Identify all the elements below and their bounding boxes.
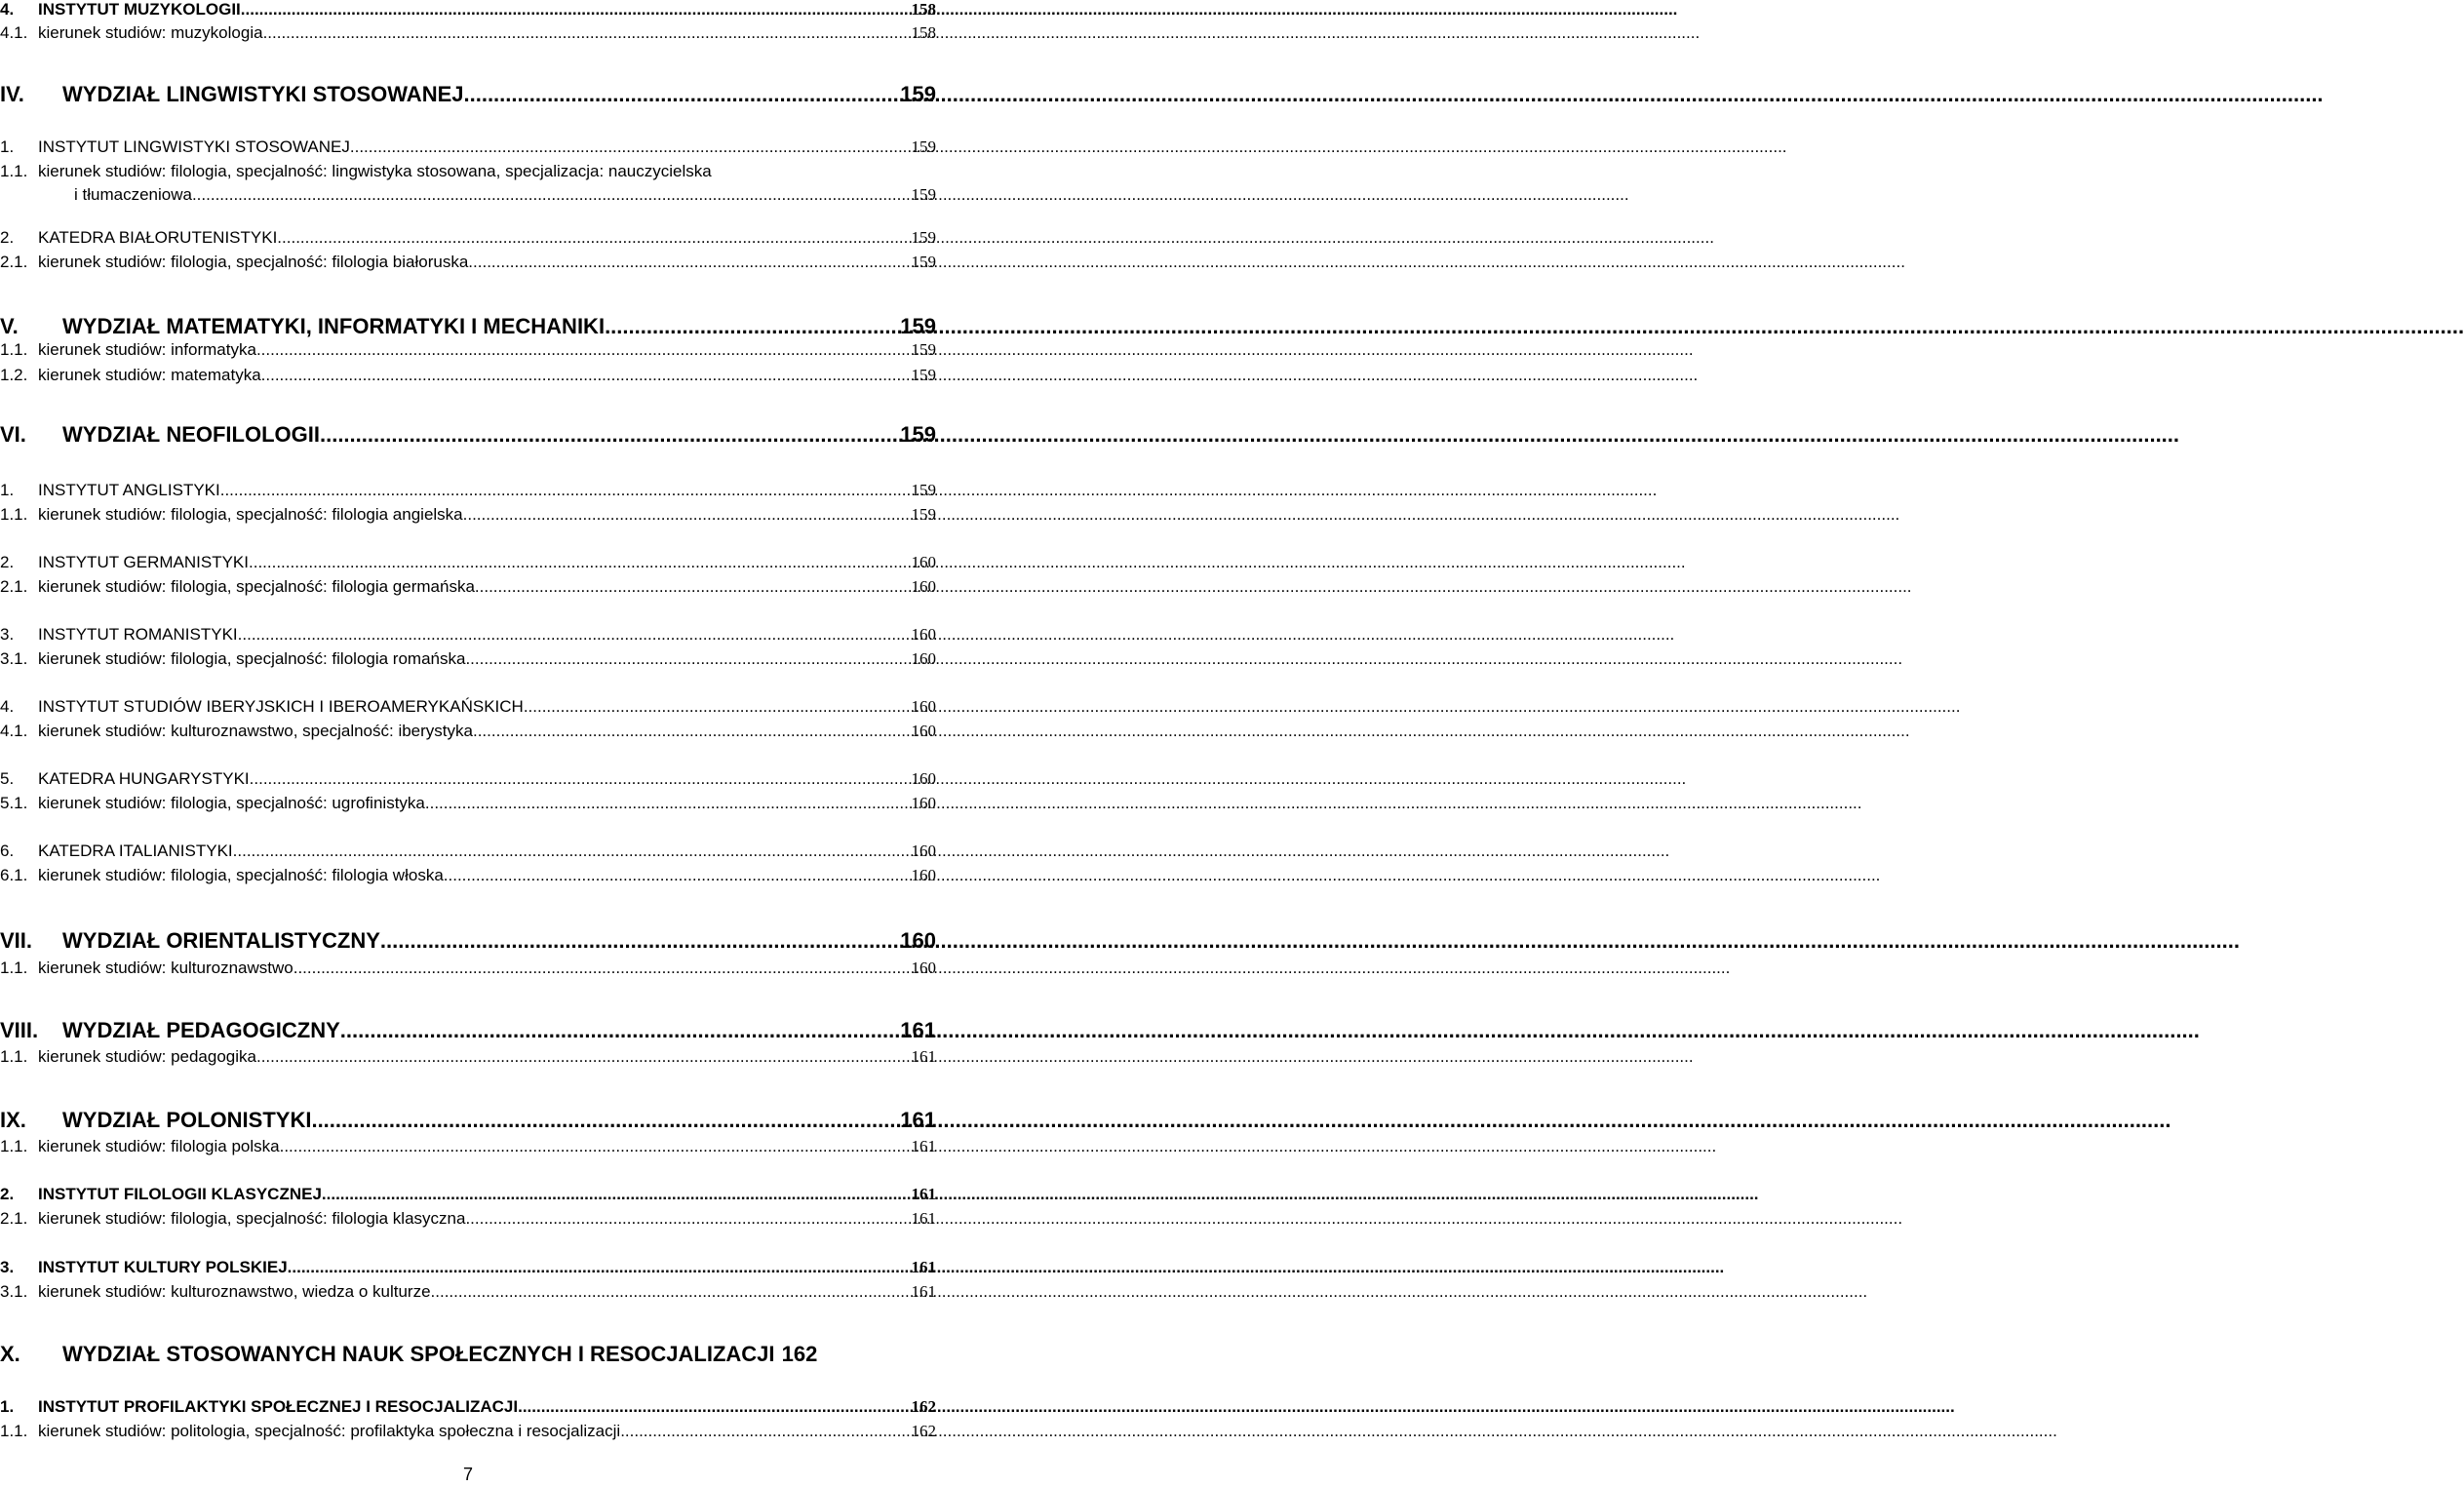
toc-entry-page: 159: [900, 422, 936, 447]
toc-entry-page: 160: [911, 553, 936, 571]
toc-entry-page: 159: [911, 340, 936, 359]
dot-leader: [233, 841, 911, 861]
toc-entry-number: 1.1.: [0, 340, 28, 359]
toc-entry-title: kierunek studiów: filologia, specjalność: filologia włoska: [38, 866, 444, 884]
toc-entry-number: 1.1.: [0, 162, 28, 180]
toc-entry-page: 159: [911, 366, 936, 384]
dot-leader: [320, 422, 899, 448]
toc-entry-title-continued: i tłumaczeniowa: [74, 185, 192, 204]
toc-subsection-entry[interactable]: [0, 505, 936, 525]
toc-subsection-entry[interactable]: [0, 1137, 936, 1156]
toc-entry-title: kierunek studiów: filologia, specjalność: filologia germańska: [38, 577, 475, 596]
toc-entry-number: 2.1.: [0, 577, 28, 596]
toc-chapter-entry[interactable]: [0, 928, 936, 954]
dot-leader: [220, 481, 911, 500]
toc-entry-title: WYDZIAŁ MATEMATYKI, INFORMATYKI I MECHANIKI: [62, 314, 606, 338]
toc-chapter-entry[interactable]: [0, 1018, 936, 1043]
toc-subsection-entry[interactable]: [0, 1047, 936, 1067]
toc-entry-title: INSTYTUT PROFILAKTYKI SPOŁECZNEJ I RESOCJALIZACJI: [38, 1397, 519, 1416]
toc-entry-number: 1.: [0, 1397, 15, 1416]
toc-section-entry[interactable]: [0, 481, 936, 500]
dot-leader: [431, 1282, 911, 1302]
toc-chapter-entry[interactable]: [0, 1342, 936, 1367]
toc-entry-page: 159: [911, 505, 936, 524]
toc-entry-page: 158: [911, 23, 936, 42]
toc-entry-page: 160: [900, 928, 936, 953]
dot-leader: [524, 697, 911, 717]
dot-leader: [238, 625, 911, 645]
toc-entry-number: 1.1.: [0, 959, 28, 977]
toc-chapter-entry[interactable]: [0, 1108, 936, 1133]
toc-entry-title: INSTYTUT FILOLOGII KLASYCZNEJ: [38, 1185, 322, 1203]
toc-entry-page: 159: [911, 481, 936, 499]
toc-subsection-entry[interactable]: [0, 866, 936, 885]
toc-entry-page: 160: [911, 959, 936, 977]
toc-section-entry[interactable]: [0, 1185, 936, 1204]
dot-leader: [620, 1422, 910, 1441]
toc-entry-title: KATEDRA HUNGARYSTYKI: [38, 769, 250, 788]
toc-entry-number: IV.: [0, 82, 24, 106]
toc-entry-number: 4.: [0, 697, 15, 716]
toc-entry-page: 162: [781, 1342, 818, 1366]
toc-subsection-entry[interactable]: [0, 794, 936, 813]
dot-leader: [256, 1047, 911, 1067]
toc-subsection-entry[interactable]: [0, 649, 936, 669]
toc-entry-title: kierunek studiów: filologia, specjalność: filologia angielska: [38, 505, 463, 524]
toc-section-entry[interactable]: [0, 769, 936, 789]
toc-entry-number: 5.: [0, 769, 15, 788]
toc-entry-number: 1.1.: [0, 1047, 28, 1066]
dot-leader: [256, 340, 911, 360]
toc-section-entry[interactable]: [0, 1258, 936, 1277]
toc-entry-number: 2.: [0, 553, 15, 571]
dot-leader: [518, 1397, 910, 1417]
toc-entry-title: kierunek studiów: kulturoznawstwo, specjalność: iberystyka: [38, 722, 473, 740]
toc-entry-title: WYDZIAŁ LINGWISTYKI STOSOWANEJ: [62, 82, 464, 106]
toc-entry-title: INSTYTUT ANGLISTYKI: [38, 481, 220, 499]
toc-chapter-entry[interactable]: [0, 314, 936, 339]
toc-entry-title: WYDZIAŁ STOSOWANYCH NAUK SPOŁECZNYCH I RESOCJALIZACJI: [62, 1342, 775, 1366]
toc-entry-title: kierunek studiów: pedagogika: [38, 1047, 256, 1066]
dot-leader: [444, 866, 911, 885]
toc-entry-page: 159: [911, 228, 936, 247]
toc-entry-page: 159: [911, 185, 936, 204]
toc-subsection-entry[interactable]: [0, 577, 936, 597]
toc-entry-page: 161: [911, 1209, 936, 1228]
toc-section-entry[interactable]: [0, 841, 936, 861]
toc-entry-page: 160: [911, 625, 936, 644]
dot-leader: [280, 1137, 911, 1156]
toc-entry-title: WYDZIAŁ ORIENTALISTYCZNY: [62, 928, 380, 953]
toc-entry-title: INSTYTUT GERMANISTYKI: [38, 553, 249, 571]
dot-leader: [340, 1018, 900, 1043]
toc-entry-continuation[interactable]: [74, 185, 936, 205]
toc-entry-number: 4.1.: [0, 23, 28, 42]
toc-entry-number: 4.1.: [0, 722, 28, 740]
toc-entry-page: 162: [911, 1397, 936, 1416]
toc-entry-title: KATEDRA BIAŁORUTENISTYKI: [38, 228, 278, 247]
toc-section-entry[interactable]: [0, 137, 936, 157]
toc-entry-number: 1.1.: [0, 1422, 28, 1440]
toc-entry-page: 159: [911, 253, 936, 271]
toc-subsection-entry[interactable]: [0, 1282, 936, 1302]
toc-entry-number: VI.: [0, 422, 26, 447]
toc-entry-number: X.: [0, 1342, 20, 1366]
toc-entry-number: 1.1.: [0, 1137, 28, 1155]
toc-entry-title: kierunek studiów: muzykologia: [38, 23, 263, 42]
toc-entry-title: INSTYTUT ROMANISTYKI: [38, 625, 238, 644]
toc-entry-title: kierunek studiów: matematyka: [38, 366, 261, 384]
toc-entry-number: 2.: [0, 228, 15, 247]
dot-leader: [277, 228, 910, 248]
page-number: 7: [462, 1465, 473, 1484]
toc-entry-title: WYDZIAŁ POLONISTYKI: [62, 1108, 312, 1132]
toc-entry-title: kierunek studiów: informatyka: [38, 340, 256, 359]
dot-leader: [261, 366, 911, 385]
toc-section-entry[interactable]: [0, 553, 936, 572]
toc-subsection-entry[interactable]: [0, 1209, 936, 1229]
toc-entry-title: kierunek studiów: filologia, specjalność: filologia romańska: [38, 649, 466, 668]
dot-leader: [425, 794, 911, 813]
dot-leader: [380, 928, 899, 954]
toc-entry-page: 161: [911, 1185, 936, 1203]
toc-entry-number: 5.1.: [0, 794, 28, 812]
toc-entry-number: 1.2.: [0, 366, 28, 384]
toc-entry-number: 2.1.: [0, 253, 28, 271]
toc-entry-page: 161: [900, 1108, 936, 1132]
dot-leader: [605, 314, 899, 339]
toc-entry-title: kierunek studiów: kulturoznawstwo, wiedza o kulturze: [38, 1282, 431, 1301]
dot-leader: [468, 253, 910, 272]
dot-leader: [465, 649, 910, 669]
toc-entry-title: INSTYTUT KULTURY POLSKIEJ: [38, 1258, 288, 1276]
dot-leader: [464, 82, 900, 107]
toc-entry-number: 1.1.: [0, 505, 28, 524]
toc-entry-number: IX.: [0, 1108, 26, 1132]
dot-leader: [192, 185, 911, 205]
toc-entry-title: WYDZIAŁ PEDAGOGICZNY: [62, 1018, 340, 1042]
toc-entry-number: 2.1.: [0, 1209, 28, 1228]
toc-entry-page: 160: [911, 841, 936, 860]
dot-leader: [322, 1185, 911, 1204]
toc-subsection-entry[interactable]: [0, 366, 936, 385]
dot-leader: [311, 1108, 899, 1133]
toc-entry-number: 6.: [0, 841, 15, 860]
toc-entry-title: kierunek studiów: filologia, specjalność: filologia białoruska: [38, 253, 469, 271]
toc-section-entry[interactable]: [0, 0, 936, 20]
toc-entry-title: INSTYTUT MUZYKOLOGII: [38, 0, 241, 19]
toc-subsection-entry[interactable]: [0, 959, 936, 978]
dot-leader: [288, 1258, 911, 1277]
toc-entry-page: 160: [911, 697, 936, 716]
toc-entry-page: 161: [911, 1282, 936, 1301]
toc-entry-page: 160: [911, 722, 936, 740]
toc-entry-title: kierunek studiów: politologia, specjalność: profilaktyka społeczna i resocjalizacji: [38, 1422, 621, 1440]
toc-entry-page: 160: [911, 794, 936, 812]
toc-entry-number: VIII.: [0, 1018, 39, 1042]
toc-section-entry[interactable]: [0, 697, 936, 717]
toc-entry-page: 160: [911, 649, 936, 668]
dot-leader: [250, 769, 911, 789]
toc-entry-title: kierunek studiów: kulturoznawstwo: [38, 959, 293, 977]
toc-chapter-entry[interactable]: [0, 422, 936, 448]
toc-section-entry[interactable]: [0, 1397, 936, 1417]
toc-entry-number: VII.: [0, 928, 33, 953]
toc-entry-title: kierunek studiów: filologia, specjalność: filologia klasyczna: [38, 1209, 466, 1228]
toc-subsection-entry[interactable]: [0, 340, 936, 360]
toc-entry-page: 160: [911, 577, 936, 596]
toc-entry-title: INSTYTUT LINGWISTYKI STOSOWANEJ: [38, 137, 350, 156]
toc-entry-number: 3.1.: [0, 1282, 28, 1301]
toc-chapter-entry[interactable]: [0, 82, 936, 107]
toc-entry-number: 6.1.: [0, 866, 28, 884]
dot-leader: [463, 505, 911, 525]
toc-entry-title: kierunek studiów: filologia, specjalność: lingwistyka stosowana, specjalizacja: nauczycielska: [38, 162, 712, 180]
toc-entry-title: WYDZIAŁ NEOFILOLOGII: [62, 422, 320, 447]
toc-entry-page: 160: [911, 866, 936, 884]
toc-entry-page: 162: [911, 1422, 936, 1440]
toc-entry-page: 159: [911, 137, 936, 156]
dot-leader: [465, 1209, 910, 1229]
toc-entry-number: 1.: [0, 137, 15, 156]
toc-entry-title: INSTYTUT STUDIÓW IBERYJSKICH I IBEROAMERYKAŃSKICH: [38, 697, 524, 716]
toc-entry-page: 160: [911, 769, 936, 788]
dot-leader: [249, 553, 911, 572]
toc-entry-number: 3.: [0, 625, 15, 644]
toc-entry-title: KATEDRA ITALIANISTYKI: [38, 841, 233, 860]
toc-entry-page: 158: [911, 0, 936, 19]
dot-leader: [473, 722, 911, 741]
toc-entry-page: 159: [900, 82, 936, 106]
toc-entry-number: 3.: [0, 1258, 15, 1276]
toc-entry-number: 1.: [0, 481, 15, 499]
toc-subsection-entry[interactable]: [0, 23, 936, 43]
toc-entry-page: 161: [900, 1018, 936, 1042]
dot-leader: [350, 137, 911, 157]
toc-entry-number: V.: [0, 314, 19, 338]
toc-subsection-entry[interactable]: [0, 162, 936, 181]
toc-section-entry[interactable]: [0, 228, 936, 248]
dot-leader: [293, 959, 911, 978]
toc-entry-number: 2.: [0, 1185, 15, 1203]
toc-entry-title: kierunek studiów: filologia, specjalność: ugrofinistyka: [38, 794, 425, 812]
dot-leader: [241, 0, 911, 20]
dot-leader: [475, 577, 911, 597]
toc-entry-page: 161: [911, 1258, 936, 1276]
toc-entry-page: 159: [900, 314, 936, 338]
toc-subsection-entry[interactable]: [0, 253, 936, 272]
toc-entry-number: 4.: [0, 0, 15, 19]
toc-subsection-entry[interactable]: [0, 1422, 936, 1441]
toc-entry-page: 161: [911, 1137, 936, 1155]
toc-entry-page: 161: [911, 1047, 936, 1066]
toc-section-entry[interactable]: [0, 625, 936, 645]
toc-entry-title: kierunek studiów: filologia polska: [38, 1137, 280, 1155]
toc-subsection-entry[interactable]: [0, 722, 936, 741]
toc-entry-number: 3.1.: [0, 649, 28, 668]
dot-leader: [263, 23, 911, 43]
